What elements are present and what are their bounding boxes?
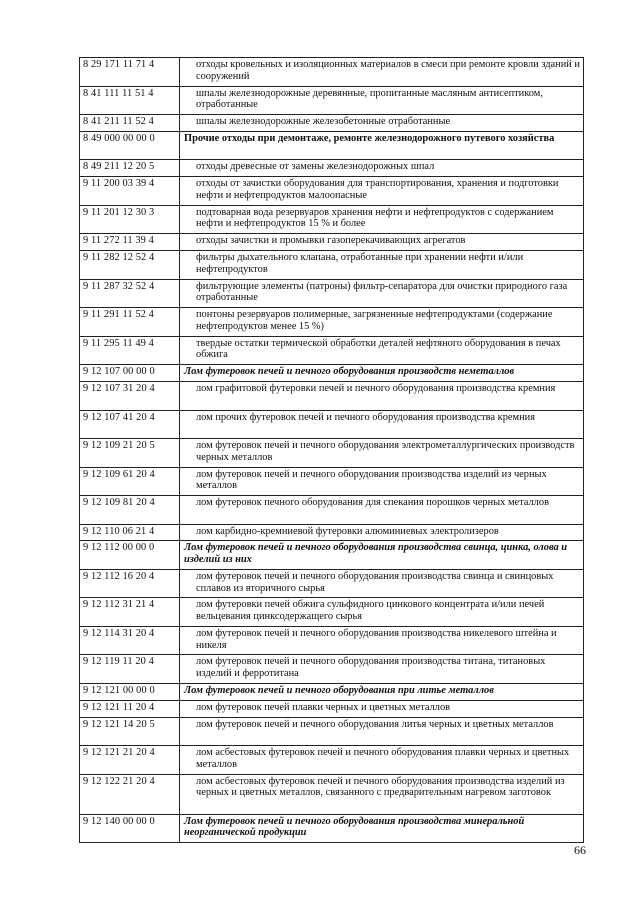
waste-code-cell: 9 12 119 11 20 4 [80,655,180,684]
waste-description-cell: лом футеровки печей обжига сульфидного цинкового концентрата и/или печей вельцевания цинксодержащего сырья [180,598,584,627]
waste-code-cell: 9 11 282 12 52 4 [80,251,180,280]
waste-description-cell: отходы от зачистки оборудования для транспортирования, хранения и подготовки нефти и нефтепродуктов малоопасные [180,177,584,206]
waste-description-cell: лом асбестовых футеровок печей и печного оборудования производства изделий из черных и цветных металлов, связанного с предварительным нагревом заготовок [180,774,584,814]
table-row [80,439,584,468]
table-row [80,251,584,280]
table-row [80,541,584,570]
waste-description-cell: лом футеровок печного оборудования для спекания порошков черных металлов [180,496,584,525]
table-row [80,569,584,598]
page-number: 66 [574,843,586,857]
table-row [80,496,584,525]
waste-code-cell: 9 11 201 12 30 3 [80,205,180,234]
waste-code-cell: 8 49 000 00 00 0 [80,131,180,160]
table-row [80,700,584,717]
waste-description-cell: лом асбестовых футеровок печей и печного оборудования плавки черных и цветных металлов [180,746,584,775]
waste-description-cell: отходы кровельных и изоляционных материалов в смеси при ремонте кровли зданий и сооружений [180,58,584,87]
waste-code-cell: 9 12 109 61 20 4 [80,467,180,496]
table-row [80,774,584,814]
waste-description-cell: фильтры дыхательного клапана, отработанные при хранении нефти и/или нефтепродуктов [180,251,584,280]
waste-code-cell: 9 12 107 31 20 4 [80,382,180,411]
waste-description-cell: лом футеровок печей плавки черных и цветных металлов [180,700,584,717]
table-row [80,308,584,337]
table-row [80,160,584,177]
waste-code-cell: 9 12 109 81 20 4 [80,496,180,525]
table-row [80,86,584,115]
table-row [80,626,584,655]
waste-description-cell: Лом футеровок печей и печного оборудования производств неметаллов [180,365,584,382]
waste-description-cell: лом прочих футеровок печей и печного оборудования производства кремния [180,410,584,439]
waste-description-cell: Прочие отходы при демонтаже, ремонте железнодорожного путевого хозяйства [180,131,584,160]
waste-code-cell: 9 12 121 11 20 4 [80,700,180,717]
waste-code-cell: 9 12 140 00 00 0 [80,814,180,843]
table-row [80,58,584,87]
table-row [80,467,584,496]
waste-classification-table [79,57,584,843]
waste-code-cell: 9 12 112 00 00 0 [80,541,180,570]
waste-code-cell: 8 41 211 11 52 4 [80,115,180,132]
waste-code-cell: 9 12 121 14 20 5 [80,717,180,746]
table-row [80,683,584,700]
waste-code-cell: 9 12 121 21 20 4 [80,746,180,775]
table-row [80,234,584,251]
waste-description-cell: понтоны резервуаров полимерные, загрязненные нефтепродуктами (содержание нефтепродуктов менее 15 %) [180,308,584,337]
waste-code-cell: 9 12 112 16 20 4 [80,569,180,598]
table-row [80,746,584,775]
waste-description-cell: отходы зачистки и промывки газоперекачивающих агрегатов [180,234,584,251]
waste-code-cell: 9 12 109 21 20 5 [80,439,180,468]
waste-description-cell: шпалы железнодорожные деревянные, пропитанные масляным антисептиком, отработанные [180,86,584,115]
table-row [80,814,584,843]
table-row [80,382,584,411]
waste-description-cell: лом футеровок печей и печного оборудования производства изделий из черных металлов [180,467,584,496]
waste-description-cell: лом футеровок печей и печного оборудования производства титана, титановых изделий и ферротитана [180,655,584,684]
waste-description-cell: лом футеровок печей и печного оборудования производства никелевого штейна и никеля [180,626,584,655]
table-row [80,365,584,382]
table-row [80,279,584,308]
waste-description-cell: отходы древесные от замены железнодорожных шпал [180,160,584,177]
waste-code-cell: 9 11 291 11 52 4 [80,308,180,337]
waste-code-cell: 8 29 171 11 71 4 [80,58,180,87]
table-row [80,115,584,132]
waste-code-cell: 9 12 114 31 20 4 [80,626,180,655]
waste-code-cell: 8 41 111 11 51 4 [80,86,180,115]
waste-description-cell: Лом футеровок печей и печного оборудования производства минеральной неорганической продукции [180,814,584,843]
table-row [80,717,584,746]
waste-description-cell: лом футеровок печей и печного оборудования электрометаллургических производств черных металлов [180,439,584,468]
table-row [80,598,584,627]
waste-code-cell: 9 12 122 21 20 4 [80,774,180,814]
waste-code-cell: 9 12 110 06 21 4 [80,524,180,541]
waste-description-cell: лом карбидно-кремниевой футеровки алюминиевых электролизеров [180,524,584,541]
waste-description-cell: лом графитовой футеровки печей и печного оборудования производства кремния [180,382,584,411]
waste-description-cell: Лом футеровок печей и печного оборудования производства свинца, цинка, олова и изделий из них [180,541,584,570]
waste-code-cell: 9 11 295 11 49 4 [80,336,180,365]
table-row [80,410,584,439]
waste-code-cell: 9 12 121 00 00 0 [80,683,180,700]
table-body [80,58,584,843]
waste-description-cell: фильтрующие элементы (патроны) фильтр-сепаратора для очистки природного газа отработанные [180,279,584,308]
table-row [80,131,584,160]
waste-description-cell: Лом футеровок печей и печного оборудования при литье металлов [180,683,584,700]
waste-description-cell: твердые остатки термической обработки деталей нефтяного оборудования в печах обжига [180,336,584,365]
waste-code-cell: 9 12 107 00 00 0 [80,365,180,382]
table-row [80,524,584,541]
table-row [80,205,584,234]
table-row [80,655,584,684]
waste-description-cell: подтоварная вода резервуаров хранения нефти и нефтепродуктов с содержанием нефти и нефтепродуктов 15 % и более [180,205,584,234]
waste-code-cell: 9 12 112 31 21 4 [80,598,180,627]
waste-description-cell: лом футеровок печей и печного оборудования литья черных и цветных металлов [180,717,584,746]
waste-code-cell: 9 11 287 32 52 4 [80,279,180,308]
waste-code-cell: 9 11 272 11 39 4 [80,234,180,251]
table-row [80,336,584,365]
table-row [80,177,584,206]
waste-code-cell: 8 49 211 12 20 5 [80,160,180,177]
waste-description-cell: шпалы железнодорожные железобетонные отработанные [180,115,584,132]
waste-code-cell: 9 12 107 41 20 4 [80,410,180,439]
waste-code-cell: 9 11 200 03 39 4 [80,177,180,206]
waste-description-cell: лом футеровок печей и печного оборудования производства свинца и свинцовых сплавов из вторичного сырья [180,569,584,598]
